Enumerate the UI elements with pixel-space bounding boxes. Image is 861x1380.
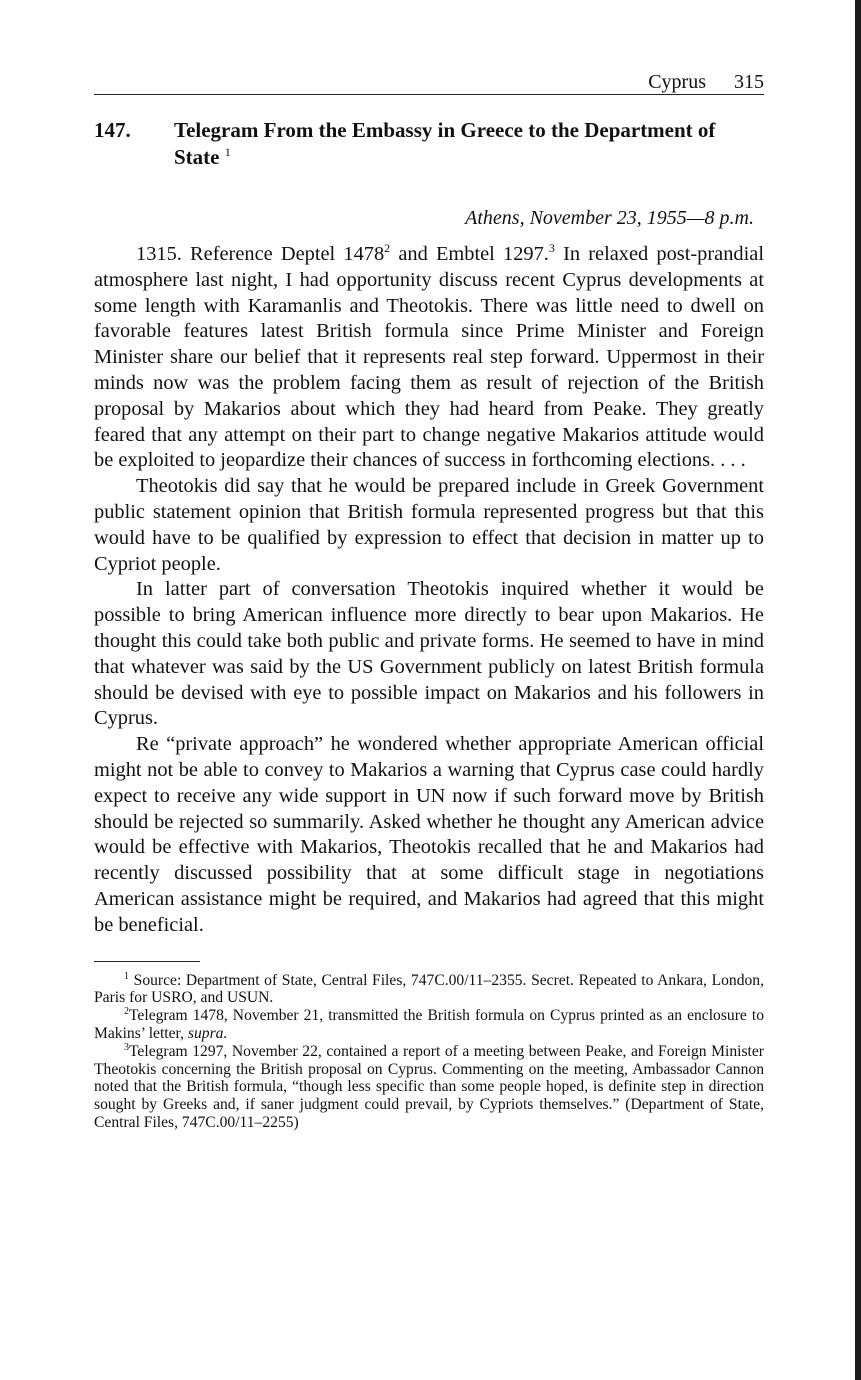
running-head-right [648, 71, 764, 94]
footnote-divider [94, 961, 200, 962]
paragraph-2: Theotokis did say that he would be prepared include in Greek Government public statement opinion that British formula represented progress but that this would have to be qualified by expression to effect that decision in matter up to Cypriot people. [94, 475, 764, 575]
footnote-ref-2[interactable]: 2 [384, 241, 391, 256]
footnote-ref-1[interactable]: 1 [224, 145, 231, 159]
footnote-1 [94, 972, 764, 1008]
paragraph-3: In latter part of conversation Theotokis inquired whether it would be possible to bring American influence more directly to bear upon Makarios. He thought this could take both public and private forms. He seemed to have in mind that whatever was said by the US Government publicly on latest British formula should be devised with eye to possible impact on Makarios and his followers in Cyprus. [94, 578, 764, 730]
footnote-1-text: Source: Department of State, Central Files, 747C.00/11–2355. Secret. Repeated to Ankara, London, Paris for USRO, and USUN. [94, 971, 764, 1007]
footnote-2-italic: supra. [187, 1024, 228, 1042]
document-title-block [174, 117, 764, 171]
footnote-1-mark: 1 [124, 970, 129, 982]
document-number: 147. [94, 118, 131, 142]
document-page [94, 66, 764, 1132]
running-head-section: Cyprus [648, 71, 706, 93]
footnote-3-text: Telegram 1297, November 22, contained a report of a meeting between Peake, and Foreign Minister Theotokis concerning the British proposal on Cyprus. Commenting on the meeting, Ambassador Cannon noted that the British formula, “though less specific than some people hoped, is definite step in direction sought by Greeks and, if saner judgment could prevail, by Cypriots themselves.” (Department of State, Central Files, 747C.00/11–2255) [94, 1042, 764, 1131]
document-heading [94, 117, 764, 171]
footnote-3-mark: 3 [124, 1041, 129, 1053]
footnotes [94, 972, 764, 1132]
page-edge-shadow [855, 0, 861, 1380]
telegram-body [94, 242, 764, 939]
footnote-ref-3[interactable]: 3 [548, 241, 555, 256]
footnote-3 [94, 1043, 764, 1132]
footnote-2-text: Telegram 1478, November 21, transmitted the British formula on Cyprus printed as an enclosure to Makins’ letter, [94, 1007, 764, 1042]
paragraph-1-rest: In relaxed post-prandial atmosphere last night, I had opportunity discuss recent Cyprus developments at some length with Karamanlis and Theotokis. There was little need to dwell on favorable features latest British formula since Prime Minister and Foreign Minister share our belief that it represents real step forward. Uppermost in their minds now was the problem facing them as result of rejection of the British proposal by Makarios about which they had heard from Peake. They greatly feared that any attempt on their part to change negative Makarios attitude would be exploited to jeopardize their chances of success in forthcoming elections. . . . [94, 243, 764, 472]
paragraph-4: Re “private approach” he wondered whether appropriate American official might not be able to convey to Makarios a warning that Cyprus case could hardly expect to receive any wide support in UN now if such forward move by British should be rejected so summarily. Asked whether he thought any American advice would be effective with Makarios, Theotokis recalled that he and Makarios had recently discussed possibility that at some difficult stage in negotiations American assistance might be required, and Makarios had agreed that this might be beneficial. [94, 733, 764, 936]
paragraph-1-mid: and Embtel 1297. [390, 243, 549, 265]
page-number: 315 [734, 71, 764, 93]
dateline: Athens, November 23, 1955—8 p.m. [465, 207, 754, 229]
footnote-2-mark: 2 [124, 1005, 129, 1017]
paragraph-1-lead: 1315. Reference Deptel 1478 [136, 243, 385, 265]
paragraph-1 [94, 242, 764, 474]
footnote-2 [94, 1007, 764, 1043]
running-head [94, 66, 764, 95]
document-title: Telegram From the Embassy in Greece to the Department of State [174, 118, 716, 169]
